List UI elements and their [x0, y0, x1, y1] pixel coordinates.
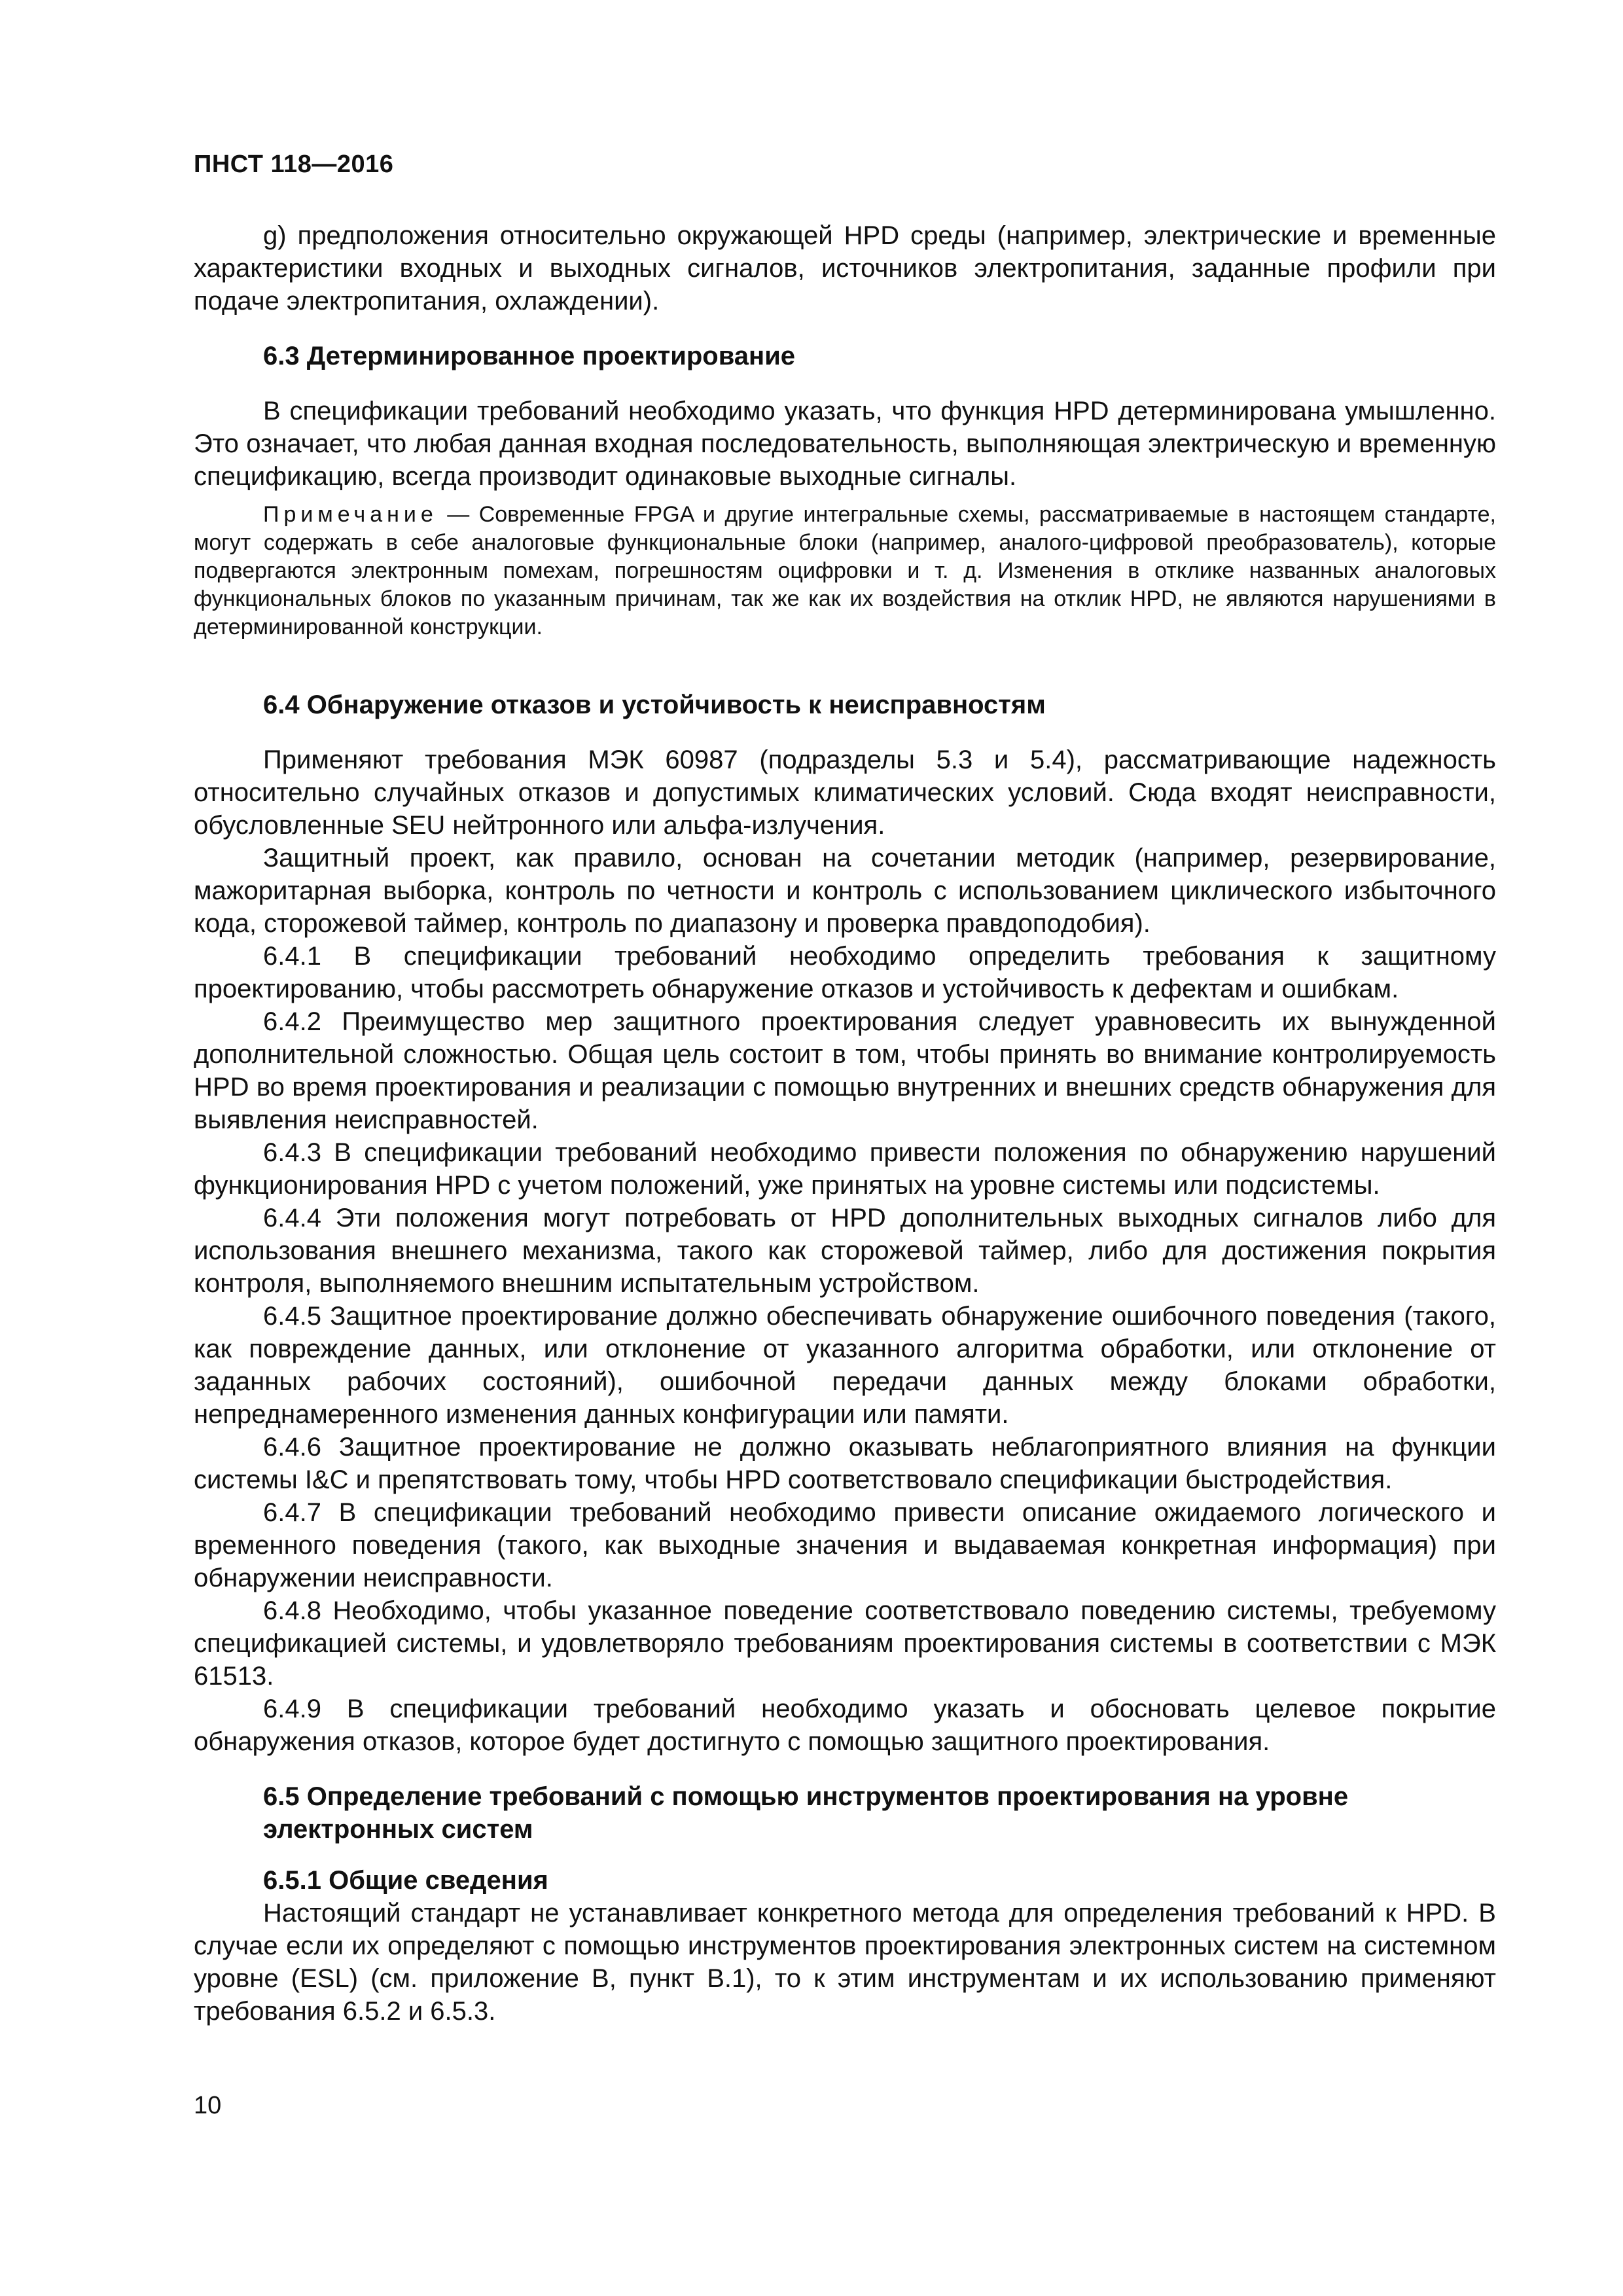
page-number: 10 — [194, 2092, 222, 2119]
paragraph-6-4-6: 6.4.6 Защитное проектирование не должно оказывать неблагоприятного влияния на функции системы I&C и препятствовать тому, чтобы HPD соответствовало спецификации быстродействия. — [194, 1433, 1496, 1494]
heading-6-3: 6.3 Детерминированное проектирование — [263, 342, 796, 370]
heading-6-5-line1: 6.5 Определение требований с помощью инструментов проектирования на уровне — [263, 1782, 1349, 1811]
paragraph-6-4-8: 6.4.8 Необходимо, чтобы указанное поведение соответствовало поведению системы, требуемому спецификацией системы, и удовлетворяло требованиям проектирования системы в соответствии с МЭК 61513. — [194, 1596, 1496, 1691]
heading-6-4: 6.4 Обнаружение отказов и устойчивость к неисправностям — [263, 691, 1046, 719]
paragraph-6-4-7: 6.4.7 В спецификации требований необходимо привести описание ожидаемого логического и временного поведения (такого, как выходные значения и выдаваемая конкретная информация) при обнаружении неисправности. — [194, 1498, 1496, 1592]
document-id-header: ПНСТ 118—2016 — [194, 151, 394, 178]
paragraph-6-4-3: 6.4.3 В спецификации требований необходимо привести положения по обнаружению нарушений функционирования HPD с учетом положений, уже принятых на уровне системы или подсистемы. — [194, 1138, 1496, 1200]
note-block — [194, 501, 1496, 641]
page-content — [194, 219, 1496, 2028]
paragraph-6-4-5: 6.4.5 Защитное проектирование должно обеспечивать обнаружение ошибочного поведения (такого, как повреждение данных, или отклонение от указанного алгоритма обработки, или отклонение от заданных рабочих состояний), ошибочной передачи данных между блоками обработки, непреднамеренного изменения данных конфигурации или памяти. — [194, 1302, 1496, 1429]
heading-6-5-line2: электронных систем — [263, 1815, 533, 1844]
paragraph-6-3: В спецификации требований необходимо указать, что функция HPD детерминирована умышленно. Это означает, что любая данная входная последовательность, выполняющая электрическую и временную спецификацию, всегда производит одинаковые выходные сигналы. — [194, 397, 1496, 491]
paragraph-6-4-b: Защитный проект, как правило, основан на сочетании методик (например, резервирование, мажоритарная выборка, контроль по четности и контроль с использованием циклического избыточного кода, сторожевой таймер, контроль по диапазону и проверка правдоподобия). — [194, 844, 1496, 938]
heading-6-5-1: 6.5.1 Общие сведения — [263, 1866, 548, 1895]
paragraph-6-4-1: 6.4.1 В спецификации требований необходимо определить требования к защитному проектированию, чтобы рассмотреть обнаружение отказов и устойчивость к дефектам и ошибкам. — [194, 942, 1496, 1003]
paragraph-6-4-a: Применяют требования МЭК 60987 (подразделы 5.3 и 5.4), рассматривающие надежность относительно случайных отказов и допустимых климатических условий. Сюда входят неисправности, обусловленные SEU нейтронного или альфа-излучения. — [194, 745, 1496, 840]
paragraph-6-5-1: Настоящий стандарт не устанавливает конкретного метода для определения требований к HPD. В случае если их определяют с помощью инструментов проектирования электронных систем на системном уровне (ESL) (см. приложение B, пункт B.1), то к этим инструментам и их использованию применяют требования 6.5.2 и 6.5.3. — [194, 1899, 1496, 2026]
paragraph-6-4-2: 6.4.2 Преимущество мер защитного проектирования следует уравновесить их вынужденной дополнительной сложностью. Общая цель состоит в том, чтобы принять во внимание контролируемость HPD во время проектирования и реализации с помощью внутренних и внешних средств обнаружения для выявления неисправностей. — [194, 1007, 1496, 1134]
note-label: Примечание — [263, 502, 438, 527]
paragraph-6-4-9: 6.4.9 В спецификации требований необходимо указать и обосновать целевое покрытие обнаружения отказов, которое будет достигнуто с помощью защитного проектирования. — [194, 1695, 1496, 1756]
paragraph-6-4-4: 6.4.4 Эти положения могут потребовать от HPD дополнительных выходных сигналов либо для использования внешнего механизма, такого как сторожевой таймер, либо для достижения покрытия контроля, выполняемого внешним испытательным устройством. — [194, 1204, 1496, 1298]
paragraph-g: g) предположения относительно окружающей HPD среды (например, электрические и временные характеристики входных и выходных сигналов, источников электропитания, заданные профили при подаче электропитания, охлаждении). — [194, 221, 1496, 315]
note-text: — Современные FPGA и другие интегральные схемы, рассматриваемые в настоящем стандарте, могут содержать в себе аналоговые функциональные блоки (например, аналого-цифровой преобразователь), которые подвергаются электронным помехам, погрешностям оцифровки и т. д. Изменения в отклике названных аналоговых функциональных блоков по указанным причинам, так же как их воздействия на отклик HPD, не являются нарушениями в детерминированной конструкции. — [194, 502, 1496, 639]
